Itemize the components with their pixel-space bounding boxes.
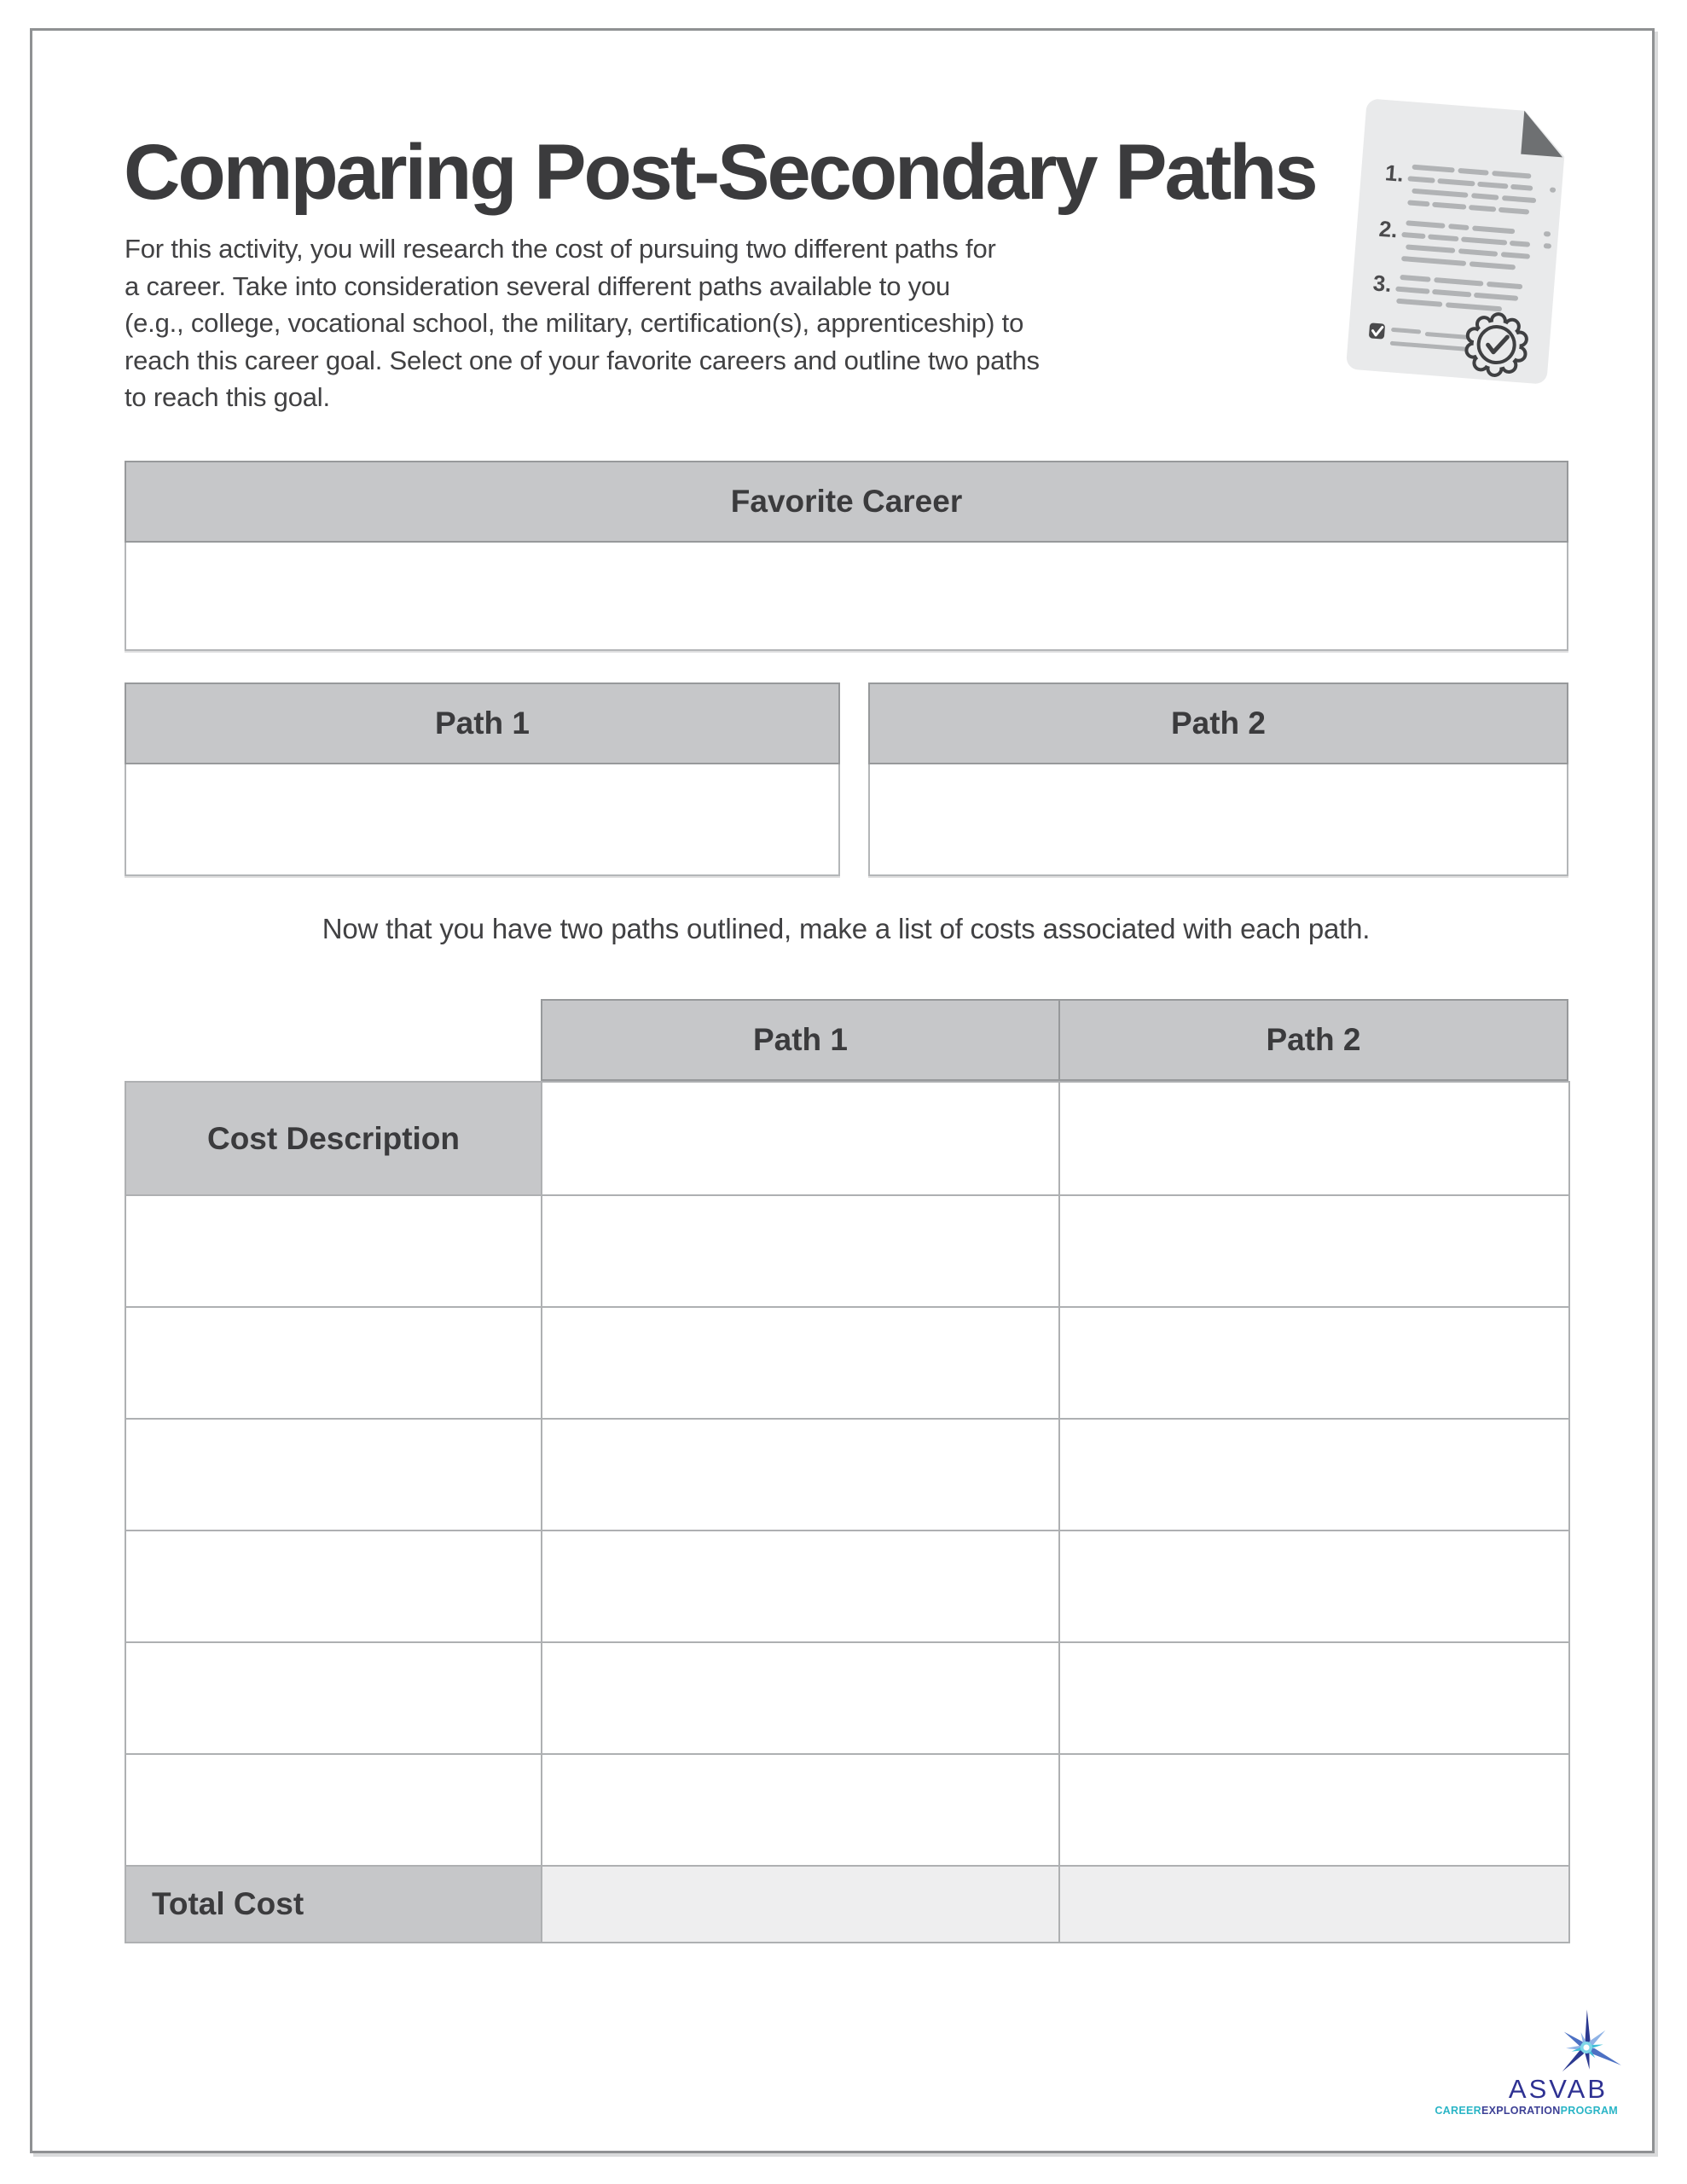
cost-description-cell[interactable] (125, 1642, 542, 1754)
favorite-career-box (125, 461, 1568, 651)
cost-table-header-path-1: Path 1 (542, 1001, 1060, 1079)
cost-cell-path2[interactable] (1059, 1754, 1569, 1866)
cost-cell-path1[interactable] (542, 1082, 1059, 1195)
cost-cell-path2[interactable] (1059, 1195, 1569, 1307)
logo-subtitle (1435, 2105, 1618, 2117)
logo-subtitle-career: CAREER (1435, 2105, 1481, 2117)
total-cost-label-cell: Total Cost (125, 1866, 542, 1943)
logo-subtitle-exploration: EXPLORATION (1481, 2105, 1561, 2117)
page-title: Comparing Post-Secondary Paths (124, 129, 1316, 216)
cost-description-cell[interactable] (125, 1195, 542, 1307)
cost-cell-path1[interactable] (542, 1531, 1059, 1642)
cost-cell-path2[interactable] (1059, 1082, 1569, 1195)
total-cost-value-path2[interactable] (1059, 1866, 1569, 1943)
cost-cell-path2[interactable] (1059, 1307, 1569, 1419)
total-cost-value-path1[interactable] (542, 1866, 1059, 1943)
cost-row (125, 1642, 1569, 1754)
cost-row (125, 1531, 1569, 1642)
doc-item-number: 1. (1383, 160, 1405, 187)
worksheet-document-icon (1344, 96, 1570, 386)
cost-description-cell[interactable] (125, 1307, 542, 1419)
intro-line: For this activity, you will research the cost of pursuing two different paths for (125, 234, 996, 264)
intro-line: (e.g., college, vocational school, the military, certification(s), apprenticeship) to (125, 308, 1024, 338)
intro-text (125, 230, 1370, 416)
cost-description-cell[interactable] (125, 1419, 542, 1531)
path-1-input-area[interactable] (125, 764, 840, 876)
cost-description-cell[interactable] (125, 1754, 542, 1866)
intro-line: reach this career goal. Select one of your favorite careers and outline two paths (125, 345, 1040, 375)
cost-cell-path2[interactable] (1059, 1642, 1569, 1754)
cost-row (125, 1307, 1569, 1419)
doc-item-number: 2. (1377, 215, 1399, 243)
cost-row (125, 1419, 1569, 1531)
cost-table-header-path-2: Path 2 (1266, 1022, 1361, 1057)
cost-row (125, 1754, 1569, 1866)
instruction-text: Now that you have two paths outlined, make a list of costs associated with each path. (322, 913, 1371, 944)
document-icon (1344, 96, 1570, 386)
path-2-header: Path 2 (868, 682, 1568, 764)
cost-cell-path1[interactable] (542, 1419, 1059, 1531)
cost-description-cell[interactable] (125, 1531, 542, 1642)
cost-cell-path1[interactable] (542, 1642, 1059, 1754)
favorite-career-input-area[interactable] (125, 543, 1568, 651)
logo-subtitle-program: PROGRAM (1560, 2105, 1618, 2117)
total-cost-row (125, 1866, 1569, 1943)
cost-table-column-headers (541, 999, 1568, 1081)
cost-cell-path1[interactable] (542, 1307, 1059, 1419)
path-2-input-area[interactable] (868, 764, 1568, 876)
asvab-logo (1424, 1995, 1622, 2123)
path-1-box (125, 682, 840, 876)
path-2-box (868, 682, 1568, 876)
path-1-header: Path 1 (125, 682, 840, 764)
cost-description-row (125, 1082, 1569, 1195)
doc-item-number: 3. (1371, 270, 1393, 298)
logo-title: ASVAB (1508, 2074, 1608, 2104)
intro-line: to reach this goal. (125, 382, 330, 412)
cost-cell-path2[interactable] (1059, 1419, 1569, 1531)
cost-description-header-cell: Cost Description (125, 1082, 542, 1195)
cost-row (125, 1195, 1569, 1307)
cost-table (125, 1081, 1570, 1943)
cost-cell-path1[interactable] (542, 1754, 1059, 1866)
intro-line: a career. Take into consideration several different paths available to you (125, 270, 951, 301)
cost-cell-path1[interactable] (542, 1195, 1059, 1307)
favorite-career-header: Favorite Career (125, 461, 1568, 543)
cost-cell-path2[interactable] (1059, 1531, 1569, 1642)
